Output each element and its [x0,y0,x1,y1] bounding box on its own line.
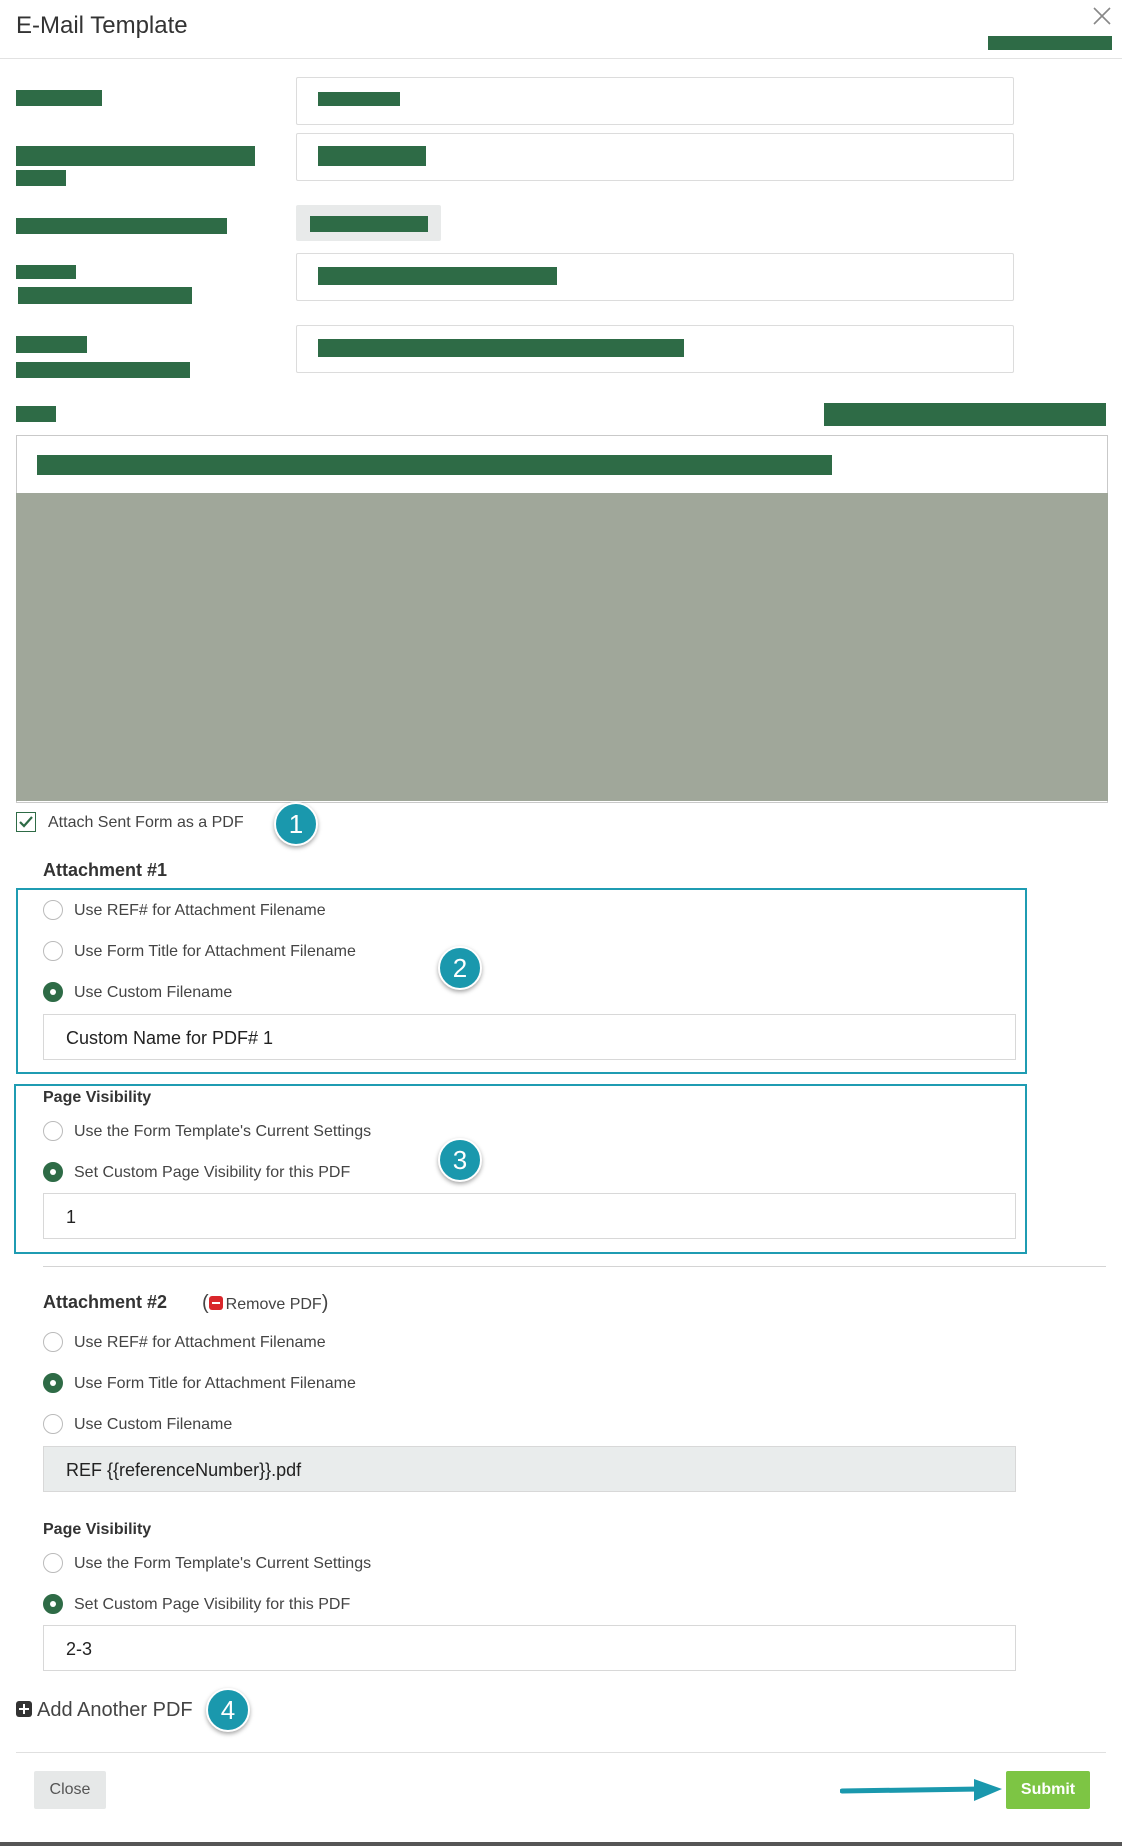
attachment-2-pages-input[interactable]: 2-3 [43,1625,1016,1671]
add-another-pdf-label: Add Another PDF [37,1699,193,1721]
remove-paren-close: ) [321,1292,329,1314]
attachment-1-title-radio[interactable] [43,941,63,961]
redacted-header-action [988,36,1112,50]
redacted-label [16,146,255,166]
attach-pdf-checkbox[interactable] [16,812,36,832]
redacted-editor-action[interactable] [824,403,1106,426]
redacted-label [16,90,102,106]
close-x-icon[interactable] [1090,4,1114,28]
attachment-2-title-label: Use Form Title for Attachment Filename [74,1375,356,1392]
redacted-label [18,287,192,304]
redacted-label [16,362,190,378]
attachment-1-heading: Attachment #1 [43,860,168,880]
attachment-2-visibility-heading: Page Visibility [43,1521,152,1538]
annotation-badge-1: 1 [274,802,318,846]
footer-divider [16,1752,1106,1753]
remove-pdf-label: Remove PDF [225,1296,322,1313]
attachment-2-template-settings-label: Use the Form Template's Current Settings [74,1555,372,1572]
attachment-2-custom-radio[interactable] [43,1414,63,1434]
attachment-2-custom-visibility-label: Set Custom Page Visibility for this PDF [74,1596,351,1613]
redacted-value [318,339,684,357]
attachment-2-custom-label: Use Custom Filename [74,1416,233,1433]
arrow-pointer-icon [840,1776,1004,1806]
redacted-label [16,336,87,353]
redacted-label [16,265,76,279]
checkmark-icon [17,813,35,831]
redacted-value [310,216,428,232]
annotation-badge-4: 4 [206,1688,250,1732]
attachment-1-filename-input[interactable]: Custom Name for PDF# 1 [43,1014,1016,1060]
header-divider [0,58,1122,59]
plus-square-icon [16,1701,32,1717]
redacted-value [318,92,400,106]
attachment-1-custom-label: Use Custom Filename [74,984,233,1001]
attachment-1-custom-visibility-label: Set Custom Page Visibility for this PDF [74,1164,351,1181]
dialog-title: E-Mail Template [16,12,188,39]
attachment-1-ref-radio[interactable] [43,900,63,920]
attachment-1-visibility-heading: Page Visibility [43,1089,152,1106]
attachment-2-title-radio[interactable] [43,1373,63,1393]
close-button[interactable]: Close [34,1771,106,1809]
redacted-label [16,406,56,422]
annotation-badge-3: 3 [438,1138,482,1182]
redacted-value [318,267,557,285]
remove-pdf-link[interactable] [202,1292,328,1315]
attachment-1-template-settings-label: Use the Form Template's Current Settings [74,1123,372,1140]
attachment-1-ref-label: Use REF# for Attachment Filename [74,902,326,919]
email-body-content-area[interactable] [16,493,1108,801]
attach-pdf-label: Attach Sent Form as a PDF [48,814,244,831]
attachment-1-custom-visibility-radio[interactable] [43,1162,63,1182]
submit-button[interactable]: Submit [1006,1771,1090,1809]
add-another-pdf-link[interactable] [16,1699,193,1722]
attachment-2-ref-label: Use REF# for Attachment Filename [74,1334,326,1351]
redacted-label [16,218,227,234]
attachment-2-custom-visibility-radio[interactable] [43,1594,63,1614]
attachment-2-heading: Attachment #2 [43,1292,168,1312]
remove-paren-open: ( [202,1292,209,1314]
attachment-2-filename-input: REF {{referenceNumber}}.pdf [43,1446,1016,1492]
redacted-label [16,170,66,186]
attachment-1-template-settings-radio[interactable] [43,1121,63,1141]
attachment-1-custom-radio[interactable] [43,982,63,1002]
redacted-editor-line [37,455,832,475]
annotation-badge-2: 2 [438,946,482,990]
attachment-1-title-label: Use Form Title for Attachment Filename [74,943,356,960]
redacted-value [318,146,426,166]
attachment-divider [43,1266,1106,1267]
window-bottom-edge [0,1842,1122,1846]
attachment-1-pages-input[interactable]: 1 [43,1193,1016,1239]
attachment-2-template-settings-radio[interactable] [43,1553,63,1573]
attachment-2-ref-radio[interactable] [43,1332,63,1352]
minus-circle-icon [209,1296,223,1310]
redacted-field[interactable] [296,77,1014,125]
